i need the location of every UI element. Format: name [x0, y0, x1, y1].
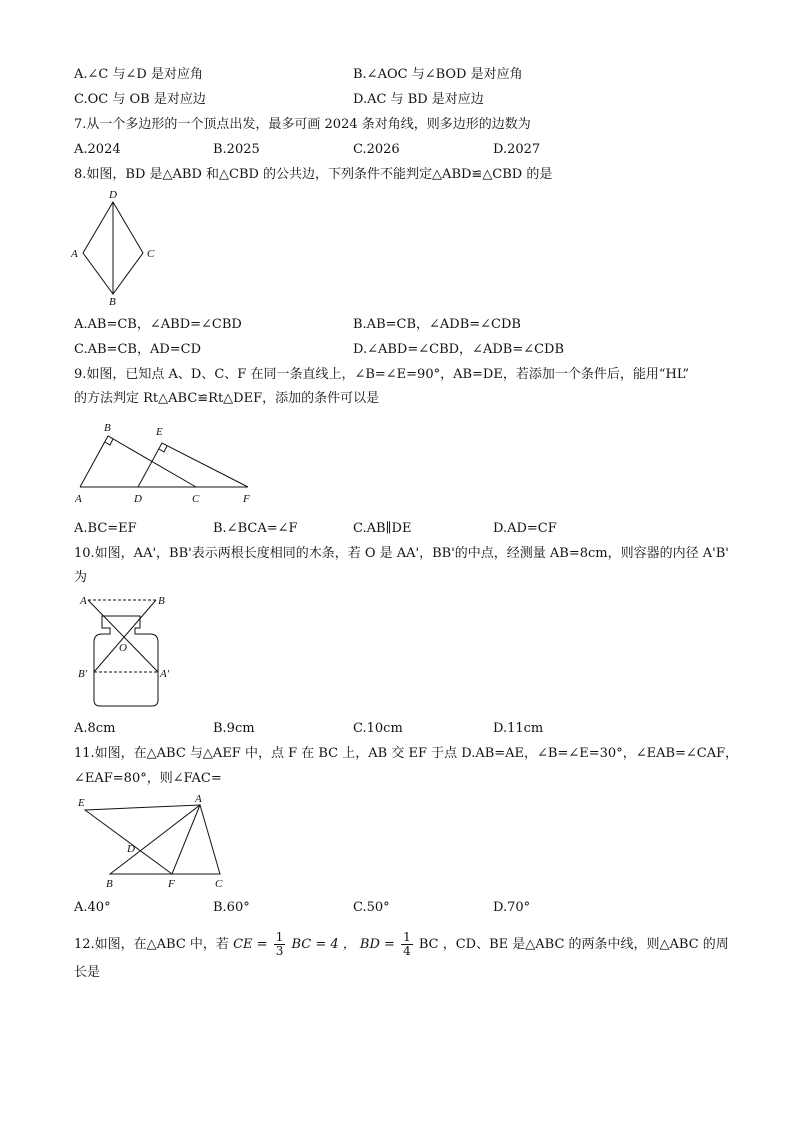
q9-label-c: C — [192, 493, 200, 505]
q6-option-a: A.∠C 与∠D 是对应角 — [74, 67, 203, 82]
q8-label-c: C — [147, 248, 155, 260]
q11-option-d: D.70° — [493, 900, 531, 915]
q9-figure — [66, 416, 266, 508]
q11-label-c: C — [215, 878, 223, 890]
q12-fraction1-denominator: 3 — [275, 944, 284, 958]
q7-option-a: A.2024 — [74, 142, 121, 157]
q12-bd: BD = — [359, 937, 395, 952]
q11-figure — [66, 794, 236, 892]
q11-option-a: A.40° — [74, 900, 111, 915]
q10-label-a-prime: A′ — [160, 668, 170, 680]
q9-triangle-abc — [80, 436, 196, 487]
q11-label-f: F — [168, 878, 175, 890]
q12-fraction2-denominator: 4 — [403, 944, 411, 958]
q11-label-d: D — [127, 843, 135, 855]
q10-label-b-prime: B′ — [78, 668, 88, 680]
q11-label-e: E — [78, 797, 85, 809]
q9-label-e: E — [156, 426, 163, 438]
q7-stem: 7.从一个多边形的一个顶点出发，最多可画 2024 条对角线，则多边形的边数为 — [74, 117, 531, 132]
q8-figure — [66, 188, 166, 308]
q12-text-post: BC ，CD、BE 是△ABC 的两条中线，则△ABC 的周 — [418, 937, 729, 952]
q9-option-d: D.AD=CF — [493, 521, 557, 536]
q11-stem-line2: ∠EAF=80°，则∠FAC= — [74, 771, 222, 786]
q7-option-d: D.2027 — [493, 142, 541, 157]
q7-option-c: C.2026 — [353, 142, 400, 157]
q11-triangle-aef — [85, 805, 200, 874]
q6-option-d: D.AC 与 BD 是对应边 — [353, 92, 484, 107]
q12-fraction-one-third — [274, 931, 286, 958]
q10-label-a: A — [80, 595, 87, 607]
q10-option-a: A.8cm — [74, 721, 116, 736]
q10-option-b: B.9cm — [213, 721, 255, 736]
q9-stem-line2: 的方法判定 Rt△ABC≌Rt△DEF，添加的条件可以是 — [74, 391, 380, 406]
q12-text-pre: 12.如图，在△ABC 中，若 — [74, 937, 229, 952]
q7-option-b: B.2025 — [213, 142, 260, 157]
q8-label-a: A — [71, 248, 78, 260]
q10-option-c: C.10cm — [353, 721, 403, 736]
q6-option-c: C.OC 与 OB 是对应边 — [74, 92, 206, 107]
q9-triangle-def — [138, 443, 248, 487]
q12-stem-line2: 长是 — [74, 965, 101, 980]
q6-option-b: B.∠AOC 与∠BOD 是对应角 — [353, 67, 523, 82]
q10-stem-line2: 为 — [74, 570, 88, 585]
q11-label-b: B — [106, 878, 113, 890]
q11-triangle-abc — [110, 805, 220, 874]
q9-option-b: B.∠BCA=∠F — [213, 521, 298, 536]
q12-fraction2-numerator: 1 — [403, 930, 411, 944]
q10-option-d: D.11cm — [493, 721, 544, 736]
q11-stem-line1: 11.如图，在△ABC 与△AEF 中，点 F 在 BC 上，AB 交 EF 于点 D.AB=AE，∠B=∠E=30°，∠EAB=∠CAF， — [74, 746, 739, 761]
q9-label-a: A — [75, 493, 82, 505]
q12-fraction-one-quarter — [401, 931, 413, 958]
q10-label-o: O — [119, 642, 127, 654]
q10-stem-line1: 10.如图，AA'，BB'表示两根长度相同的木条，若 O 是 AA'，BB'的中点，经测量 AB=8cm，则容器的内径 A'B' — [74, 546, 729, 561]
q12-stem-line1 — [74, 930, 729, 960]
q12-fraction1-numerator: 1 — [275, 930, 284, 944]
q12-bc-eq: BC = 4 ， — [291, 937, 356, 952]
q9-label-d: D — [134, 493, 142, 505]
q11-option-b: B.60° — [213, 900, 250, 915]
q10-stick-bb — [94, 600, 156, 672]
q9-option-a: A.BC=EF — [74, 521, 137, 536]
q11-option-c: C.50° — [353, 900, 390, 915]
q8-label-b: B — [109, 296, 116, 308]
q10-figure — [70, 588, 180, 710]
q10-stick-aa — [88, 600, 158, 672]
q9-option-c: C.AB∥DE — [353, 521, 412, 536]
q8-option-a: A.AB=CB，∠ABD=∠CBD — [74, 317, 242, 332]
q11-label-a: A — [195, 794, 202, 805]
q10-label-b: B — [158, 595, 165, 607]
q9-stem-line1: 9.如图，已知点 A、D、C、F 在同一条直线上，∠B=∠E=90°，AB=DE，若添加一个条件后，能用“HL” — [74, 367, 689, 382]
q9-label-b: B — [104, 422, 111, 434]
q12-ce: CE = — [233, 937, 268, 952]
q8-label-d: D — [109, 189, 117, 201]
q9-label-f: F — [243, 493, 250, 505]
q8-option-d: D.∠ABD=∠CBD，∠ADB=∠CDB — [353, 342, 565, 357]
q8-stem: 8.如图，BD 是△ABD 和△CBD 的公共边，下列条件不能判定△ABD≌△CBD 的是 — [74, 167, 553, 182]
q8-option-b: B.AB=CB，∠ADB=∠CDB — [353, 317, 521, 332]
q8-option-c: C.AB=CB，AD=CD — [74, 342, 202, 357]
